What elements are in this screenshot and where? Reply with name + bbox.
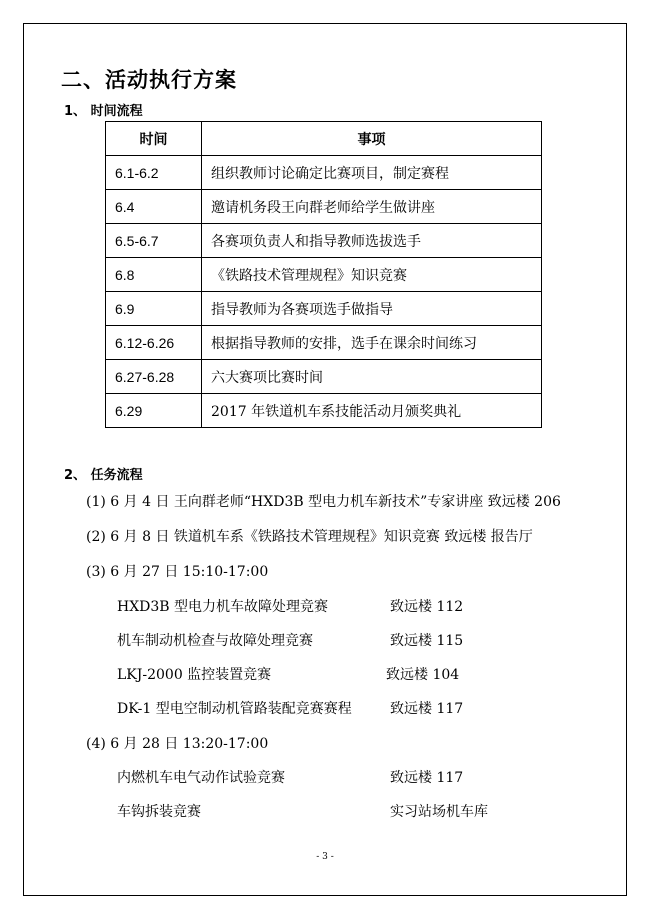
time-cell: 6.5-6.7: [106, 224, 202, 258]
schedule-table: [105, 121, 542, 428]
table-row: [106, 156, 542, 190]
competition-name: 内燃机车电气动作试验竞赛: [117, 770, 285, 786]
competition-name: LKJ-2000 监控装置竞赛: [117, 667, 272, 683]
table-row: [106, 394, 542, 428]
competition-name: 车钩拆装竞赛: [117, 804, 201, 820]
item-cell: 各赛项负责人和指导教师选拔选手: [202, 224, 542, 258]
schedule-heading: 1、 时间流程: [64, 104, 143, 119]
item-cell: 《铁路技术管理规程》知识竞赛: [202, 258, 542, 292]
competition-location: 实习站场机车库: [390, 804, 488, 820]
item-cell: 根据指导教师的安排，选手在课余时间练习: [202, 326, 542, 360]
time-cell: 6.9: [106, 292, 202, 326]
time-cell: 6.29: [106, 394, 202, 428]
time-cell: 6.12-6.26: [106, 326, 202, 360]
item-cell: 组织教师讨论确定比赛项目，制定赛程: [202, 156, 542, 190]
competition-name: 机车制动机检查与故障处理竞赛: [117, 633, 313, 649]
table-row: [106, 292, 542, 326]
competition-name: HXD3B 型电力机车故障处理竞赛: [117, 599, 329, 615]
table-row: [106, 224, 542, 258]
competition-location: 致远楼 117: [390, 701, 464, 717]
item-cell: 邀请机务段王向群老师给学生做讲座: [202, 190, 542, 224]
competition-location: 致远楼 117: [390, 770, 464, 786]
task-item: (3) 6 月 27 日 15:10-17:00: [86, 564, 269, 580]
column-header-time: 时间: [106, 122, 202, 156]
task-item: (1) 6 月 4 日 王向群老师“HXD3B 型电力机车新技术”专家讲座 致远楼 206: [86, 494, 561, 510]
competition-name: DK-1 型电空制动机管路装配竞赛赛程: [117, 701, 352, 717]
time-cell: 6.27-6.28: [106, 360, 202, 394]
competition-location: 致远楼 112: [390, 599, 464, 615]
competition-location: 致远楼 104: [386, 667, 460, 683]
page-number: - 3 -: [316, 852, 334, 862]
table-row: [106, 326, 542, 360]
table-row: [106, 258, 542, 292]
section-title: 二、活动执行方案: [61, 68, 237, 92]
item-cell: 六大赛项比赛时间: [202, 360, 542, 394]
table-row: [106, 190, 542, 224]
task-item: (2) 6 月 8 日 铁道机车系《铁路技术管理规程》知识竞赛 致远楼 报告厅: [86, 529, 533, 545]
time-cell: 6.1-6.2: [106, 156, 202, 190]
competition-location: 致远楼 115: [390, 633, 464, 649]
column-header-item: 事项: [202, 122, 542, 156]
item-cell: 指导教师为各赛项选手做指导: [202, 292, 542, 326]
time-cell: 6.4: [106, 190, 202, 224]
task-item: (4) 6 月 28 日 13:20-17:00: [86, 736, 269, 752]
tasks-heading: 2、 任务流程: [64, 468, 143, 483]
table-header-row: [106, 122, 542, 156]
time-cell: 6.8: [106, 258, 202, 292]
item-cell: 2017 年铁道机车系技能活动月颁奖典礼: [202, 394, 542, 428]
table-row: [106, 360, 542, 394]
